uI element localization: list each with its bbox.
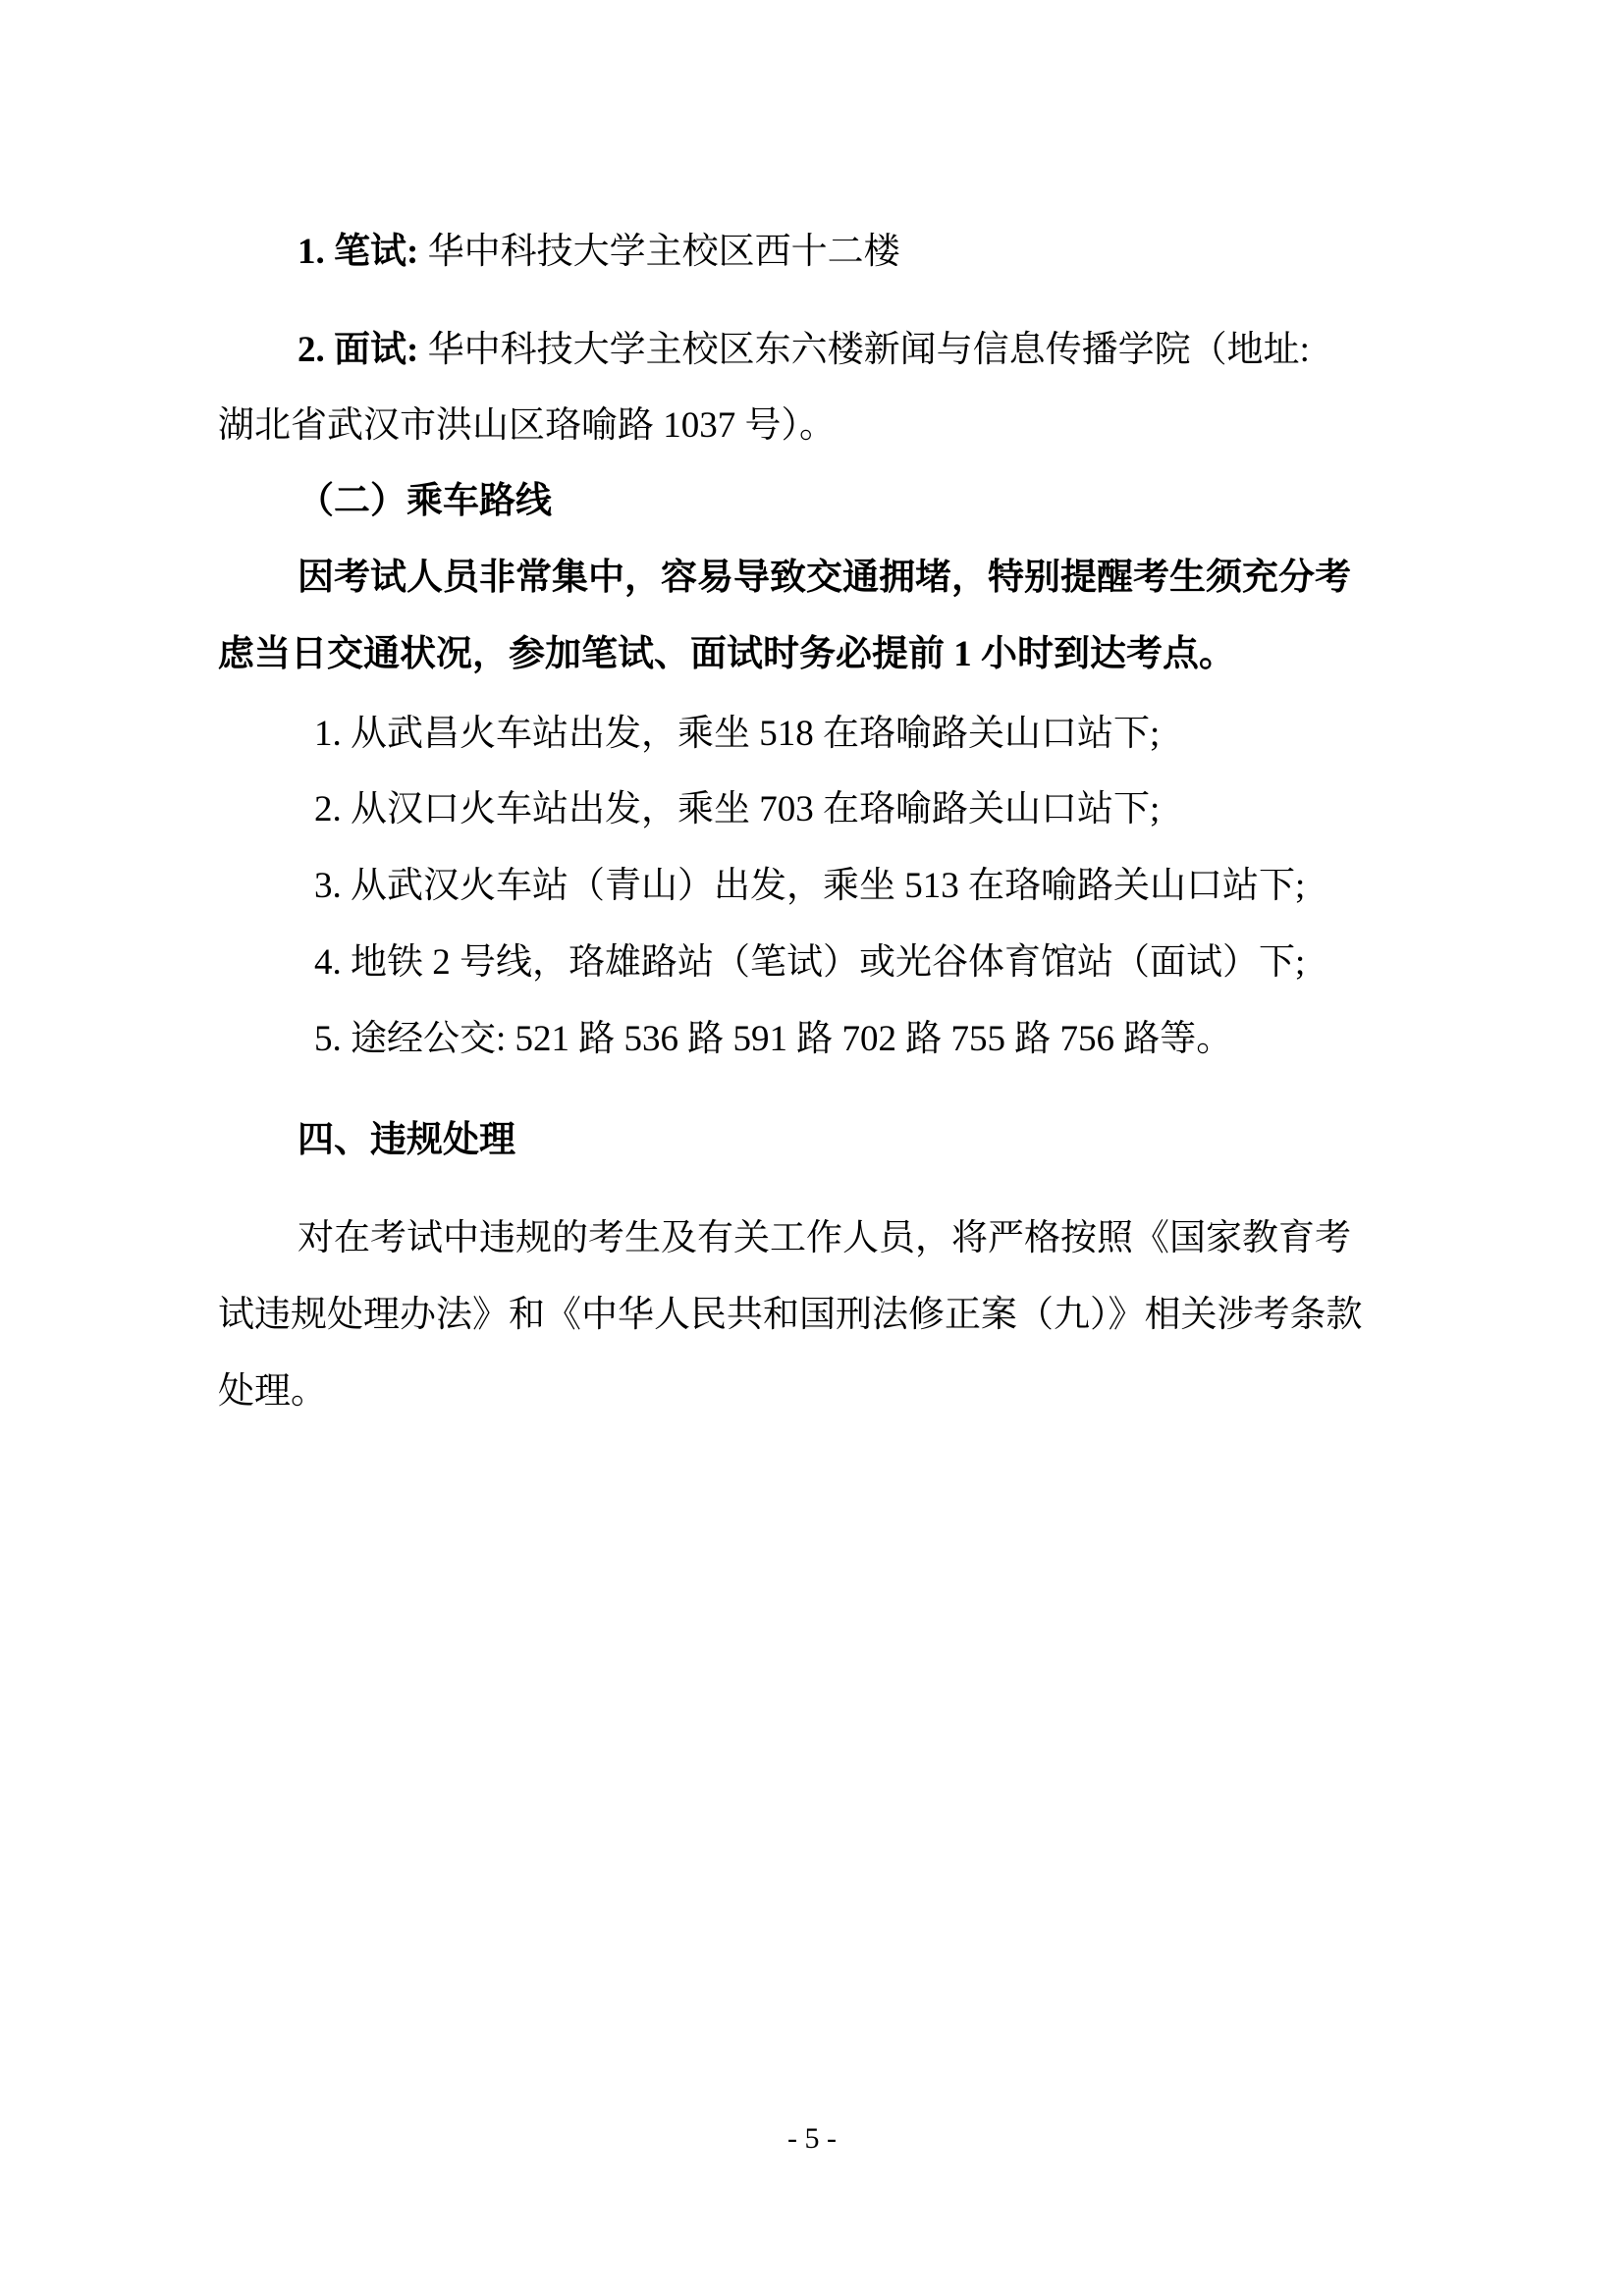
page-number: - 5 -: [787, 2122, 837, 2155]
venue-interview-num: 2.: [298, 330, 325, 370]
bus-notice-line2: 虑当日交通状况，参加笔试、面试时务必提前 1 小时到达考点。: [218, 634, 1235, 674]
venue-interview-line2: 湖北省武汉市洪山区珞喻路 1037 号）。: [218, 405, 836, 446]
route-item: 5. 途经公交: 521 路 536 路 591 路 702 路 755 路 756 路等。: [314, 1019, 1233, 1059]
venue-interview-label: 面试:: [334, 330, 419, 370]
venue-written: [298, 234, 900, 270]
venue-written-text: 华中科技大学主校区西十二楼: [427, 232, 900, 272]
venue-interview-line1: [298, 332, 1404, 368]
section-heading-violations: 四、违规处理: [298, 1120, 515, 1160]
route-item: 2. 从汉口火车站出发，乘坐 703 在珞喻路关山口站下;: [314, 789, 1161, 829]
bus-notice-line1: 因考试人员非常集中，容易导致交通拥堵，特别提醒考生须充分考: [298, 558, 1351, 598]
route-item: 3. 从武汉火车站（青山）出发，乘坐 513 在珞喻路关山口站下;: [314, 866, 1306, 906]
route-item: 1. 从武昌火车站出发，乘坐 518 在珞喻路关山口站下;: [314, 714, 1161, 754]
venue-written-label: 笔试:: [334, 232, 419, 272]
violations-para-line2: 试违规处理办法》和《中华人民共和国刑法修正案（九）》相关涉考条款: [218, 1295, 1363, 1335]
section-heading-bus-route: （二）乘车路线: [298, 481, 552, 521]
venue-interview-text: 华中科技大学主校区东六楼新闻与信息传播学院（地址:: [427, 330, 1310, 370]
violations-para-line3: 处理。: [218, 1371, 327, 1412]
venue-written-num: 1.: [298, 232, 325, 272]
route-item: 4. 地铁 2 号线，珞雄路站（笔试）或光谷体育馆站（面试）下;: [314, 942, 1306, 983]
violations-para-line1: 对在考试中违规的考生及有关工作人员，将严格按照《国家教育考: [298, 1218, 1351, 1258]
